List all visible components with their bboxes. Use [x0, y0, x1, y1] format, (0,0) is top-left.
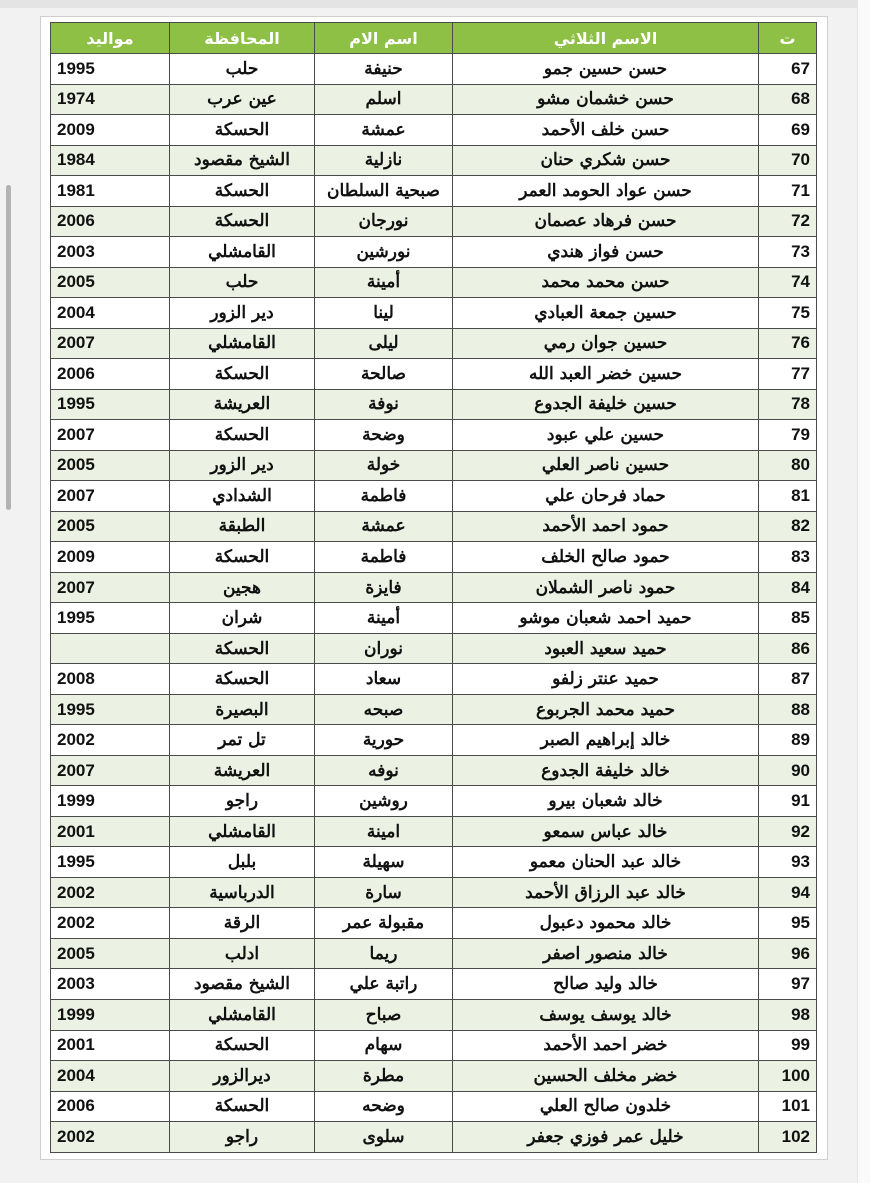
table-row [51, 999, 817, 1030]
row-number-cell: 102 [759, 1122, 817, 1153]
governorate-cell: الشيخ مقصود [170, 969, 315, 1000]
row-number-cell: 69 [759, 115, 817, 146]
birth-year-cell: 2007 [51, 328, 170, 359]
mother-name-cell: نوفه [315, 755, 453, 786]
full-name-cell: حسن فرهاد عصمان [453, 206, 759, 237]
birth-year-cell: 2005 [51, 511, 170, 542]
mother-name-cell: سعاد [315, 664, 453, 695]
table-row [51, 786, 817, 817]
table-row [51, 664, 817, 695]
full-name-cell: حسن خشمان مشو [453, 84, 759, 115]
scrollbar-thumb[interactable] [6, 185, 11, 510]
table-row [51, 328, 817, 359]
mother-name-cell: عمشة [315, 115, 453, 146]
birth-year-cell: 2002 [51, 725, 170, 756]
table-row [51, 908, 817, 939]
table-row [51, 572, 817, 603]
governorate-cell: هجين [170, 572, 315, 603]
governorate-cell: راجو [170, 1122, 315, 1153]
table-row [51, 816, 817, 847]
birth-year-cell: 2002 [51, 908, 170, 939]
governorate-cell: دير الزور [170, 450, 315, 481]
birth-year-cell: 2002 [51, 877, 170, 908]
birth-year-cell: 1984 [51, 145, 170, 176]
full-name-cell: خالد عباس سمعو [453, 816, 759, 847]
governorate-cell: الحسكة [170, 420, 315, 451]
table-row [51, 206, 817, 237]
governorate-cell: ادلب [170, 938, 315, 969]
row-number-cell: 88 [759, 694, 817, 725]
full-name-cell: حسين خليفة الجدوع [453, 389, 759, 420]
governorate-cell: الشدادي [170, 481, 315, 512]
birth-year-cell: 2006 [51, 359, 170, 390]
row-number-cell: 71 [759, 176, 817, 207]
header-mother-name: اسم الام [315, 23, 453, 54]
governorate-cell: الحسكة [170, 1030, 315, 1061]
document-page [40, 16, 828, 1160]
full-name-cell: حسين جوان رمي [453, 328, 759, 359]
table-row [51, 755, 817, 786]
row-number-cell: 100 [759, 1061, 817, 1092]
header-birth-year: مواليد [51, 23, 170, 54]
right-margin [857, 0, 870, 1183]
row-number-cell: 80 [759, 450, 817, 481]
row-number-cell: 99 [759, 1030, 817, 1061]
table-row [51, 481, 817, 512]
governorate-cell: الحسكة [170, 664, 315, 695]
full-name-cell: حميد سعيد العبود [453, 633, 759, 664]
governorate-cell: الطبقة [170, 511, 315, 542]
table-row [51, 54, 817, 85]
header-governorate: المحافظة [170, 23, 315, 54]
row-number-cell: 68 [759, 84, 817, 115]
row-number-cell: 90 [759, 755, 817, 786]
row-number-cell: 92 [759, 816, 817, 847]
row-number-cell: 78 [759, 389, 817, 420]
mother-name-cell: سهيلة [315, 847, 453, 878]
mother-name-cell: راتبة علي [315, 969, 453, 1000]
mother-name-cell: فايزة [315, 572, 453, 603]
table-row [51, 633, 817, 664]
table-row [51, 603, 817, 634]
mother-name-cell: نورشين [315, 237, 453, 268]
table-row [51, 359, 817, 390]
table-row [51, 694, 817, 725]
governorate-cell: القامشلي [170, 237, 315, 268]
row-number-cell: 93 [759, 847, 817, 878]
birth-year-cell: 2006 [51, 206, 170, 237]
full-name-cell: خالد محمود دعبول [453, 908, 759, 939]
row-number-cell: 83 [759, 542, 817, 573]
birth-year-cell: 1995 [51, 603, 170, 634]
birth-year-cell: 2009 [51, 542, 170, 573]
row-number-cell: 79 [759, 420, 817, 451]
governorate-cell: القامشلي [170, 816, 315, 847]
full-name-cell: حسن حسين جمو [453, 54, 759, 85]
mother-name-cell: صبحية السلطان [315, 176, 453, 207]
table-row [51, 267, 817, 298]
governorate-cell: تل تمر [170, 725, 315, 756]
table-row [51, 1122, 817, 1153]
table-row [51, 1091, 817, 1122]
governorate-cell: البصيرة [170, 694, 315, 725]
mother-name-cell: امينة [315, 816, 453, 847]
birth-year-cell: 2003 [51, 969, 170, 1000]
mother-name-cell: سهام [315, 1030, 453, 1061]
birth-year-cell: 1995 [51, 847, 170, 878]
governorate-cell: الحسكة [170, 359, 315, 390]
row-number-cell: 96 [759, 938, 817, 969]
governorate-cell: دير الزور [170, 298, 315, 329]
row-number-cell: 91 [759, 786, 817, 817]
mother-name-cell: حنيفة [315, 54, 453, 85]
full-name-cell: حميد احمد شعبان موشو [453, 603, 759, 634]
full-name-cell: حسين خضر العبد الله [453, 359, 759, 390]
mother-name-cell: عمشة [315, 511, 453, 542]
governorate-cell: الشيخ مقصود [170, 145, 315, 176]
governorate-cell: الحسكة [170, 176, 315, 207]
birth-year-cell: 1999 [51, 786, 170, 817]
table-row [51, 877, 817, 908]
mother-name-cell: نازلية [315, 145, 453, 176]
birth-year-cell: 2004 [51, 298, 170, 329]
full-name-cell: خالد يوسف يوسف [453, 999, 759, 1030]
birth-year-cell: 2004 [51, 1061, 170, 1092]
full-name-cell: خالد عبد الحنان معمو [453, 847, 759, 878]
governorate-cell: الحسكة [170, 542, 315, 573]
mother-name-cell: نوران [315, 633, 453, 664]
top-shadow [0, 0, 870, 8]
full-name-cell: خالد منصور اصفر [453, 938, 759, 969]
row-number-cell: 67 [759, 54, 817, 85]
full-name-cell: خالد خليفة الجدوع [453, 755, 759, 786]
full-name-cell: حميد عنتر زلفو [453, 664, 759, 695]
row-number-cell: 82 [759, 511, 817, 542]
full-name-cell: خالد عبد الرزاق الأحمد [453, 877, 759, 908]
full-name-cell: حسين ناصر العلي [453, 450, 759, 481]
governorate-cell: راجو [170, 786, 315, 817]
mother-name-cell: مطرة [315, 1061, 453, 1092]
full-name-cell: حسن عواد الحومد العمر [453, 176, 759, 207]
birth-year-cell: 2001 [51, 816, 170, 847]
birth-year-cell: 2007 [51, 420, 170, 451]
full-name-cell: حسن محمد محمد [453, 267, 759, 298]
birth-year-cell: 2007 [51, 572, 170, 603]
row-number-cell: 97 [759, 969, 817, 1000]
full-name-cell: حسين جمعة العبادي [453, 298, 759, 329]
birth-year-cell: 1981 [51, 176, 170, 207]
birth-year-cell: 2005 [51, 938, 170, 969]
full-name-cell: خالد وليد صالح [453, 969, 759, 1000]
full-name-cell: خالد إبراهيم الصبر [453, 725, 759, 756]
table-row [51, 969, 817, 1000]
table-row [51, 725, 817, 756]
table-row [51, 420, 817, 451]
mother-name-cell: صباح [315, 999, 453, 1030]
birth-year-cell: 2009 [51, 115, 170, 146]
row-number-cell: 86 [759, 633, 817, 664]
governorate-cell: بلبل [170, 847, 315, 878]
row-number-cell: 85 [759, 603, 817, 634]
mother-name-cell: روشين [315, 786, 453, 817]
table-row [51, 938, 817, 969]
governorate-cell: شران [170, 603, 315, 634]
mother-name-cell: اسلم [315, 84, 453, 115]
mother-name-cell: أمينة [315, 267, 453, 298]
header-full-name: الاسم الثلاثي [453, 23, 759, 54]
table-row [51, 1030, 817, 1061]
row-number-cell: 87 [759, 664, 817, 695]
table-row [51, 847, 817, 878]
mother-name-cell: حورية [315, 725, 453, 756]
birth-year-cell: 2005 [51, 267, 170, 298]
row-number-cell: 72 [759, 206, 817, 237]
row-number-cell: 89 [759, 725, 817, 756]
full-name-cell: خضر احمد الأحمد [453, 1030, 759, 1061]
table-row [51, 237, 817, 268]
birth-year-cell: 2007 [51, 481, 170, 512]
birth-year-cell: 1995 [51, 389, 170, 420]
birth-year-cell: 2006 [51, 1091, 170, 1122]
governorate-cell: الحسكة [170, 633, 315, 664]
full-name-cell: حسين علي عبود [453, 420, 759, 451]
mother-name-cell: سلوى [315, 1122, 453, 1153]
birth-year-cell: 1974 [51, 84, 170, 115]
full-name-cell: حمود صالح الخلف [453, 542, 759, 573]
governorate-cell: حلب [170, 267, 315, 298]
full-name-cell: خلدون صالح العلي [453, 1091, 759, 1122]
full-name-cell: حمود احمد الأحمد [453, 511, 759, 542]
mother-name-cell: ليلى [315, 328, 453, 359]
table-row [51, 298, 817, 329]
birth-year-cell [51, 633, 170, 664]
table-row [51, 1061, 817, 1092]
mother-name-cell: فاطمة [315, 542, 453, 573]
mother-name-cell: مقبولة عمر [315, 908, 453, 939]
mother-name-cell: فاطمة [315, 481, 453, 512]
birth-year-cell: 2002 [51, 1122, 170, 1153]
mother-name-cell: نوفة [315, 389, 453, 420]
row-number-cell: 70 [759, 145, 817, 176]
row-number-cell: 75 [759, 298, 817, 329]
row-number-cell: 94 [759, 877, 817, 908]
mother-name-cell: وضحة [315, 420, 453, 451]
full-name-cell: خليل عمر فوزي جعفر [453, 1122, 759, 1153]
birth-year-cell: 2001 [51, 1030, 170, 1061]
governorate-cell: عين عرب [170, 84, 315, 115]
governorate-cell: القامشلي [170, 328, 315, 359]
birth-year-cell: 1995 [51, 54, 170, 85]
table-row [51, 145, 817, 176]
mother-name-cell: سارة [315, 877, 453, 908]
header-number: ت [759, 23, 817, 54]
mother-name-cell: خولة [315, 450, 453, 481]
row-number-cell: 77 [759, 359, 817, 390]
row-number-cell: 74 [759, 267, 817, 298]
birth-year-cell: 2005 [51, 450, 170, 481]
mother-name-cell: ريما [315, 938, 453, 969]
governorate-cell: الدرباسية [170, 877, 315, 908]
table-row [51, 115, 817, 146]
governorate-cell: القامشلي [170, 999, 315, 1030]
table-row [51, 450, 817, 481]
mother-name-cell: نورجان [315, 206, 453, 237]
row-number-cell: 101 [759, 1091, 817, 1122]
birth-year-cell: 2003 [51, 237, 170, 268]
table-row [51, 511, 817, 542]
full-name-cell: خالد شعبان بيرو [453, 786, 759, 817]
birth-year-cell: 1995 [51, 694, 170, 725]
row-number-cell: 84 [759, 572, 817, 603]
table-row [51, 84, 817, 115]
row-number-cell: 95 [759, 908, 817, 939]
header-row [51, 23, 817, 54]
full-name-cell: خضر مخلف الحسين [453, 1061, 759, 1092]
full-name-cell: حسن شكري حنان [453, 145, 759, 176]
birth-year-cell: 1999 [51, 999, 170, 1030]
mother-name-cell: لينا [315, 298, 453, 329]
full-name-cell: حمود ناصر الشملان [453, 572, 759, 603]
governorate-cell: الحسكة [170, 206, 315, 237]
governorate-cell: العريشة [170, 755, 315, 786]
full-name-cell: حميد محمد الجربوع [453, 694, 759, 725]
governorate-cell: الرقة [170, 908, 315, 939]
mother-name-cell: وضحه [315, 1091, 453, 1122]
birth-year-cell: 2007 [51, 755, 170, 786]
mother-name-cell: أمينة [315, 603, 453, 634]
birth-year-cell: 2008 [51, 664, 170, 695]
row-number-cell: 98 [759, 999, 817, 1030]
table-row [51, 542, 817, 573]
governorate-cell: حلب [170, 54, 315, 85]
table-row [51, 389, 817, 420]
governorate-cell: العريشة [170, 389, 315, 420]
row-number-cell: 81 [759, 481, 817, 512]
full-name-cell: حسن فواز هندي [453, 237, 759, 268]
governorate-cell: الحسكة [170, 115, 315, 146]
row-number-cell: 76 [759, 328, 817, 359]
full-name-cell: حماد فرحان علي [453, 481, 759, 512]
full-name-cell: حسن خلف الأحمد [453, 115, 759, 146]
mother-name-cell: صالحة [315, 359, 453, 390]
mother-name-cell: صبحه [315, 694, 453, 725]
governorate-cell: ديرالزور [170, 1061, 315, 1092]
row-number-cell: 73 [759, 237, 817, 268]
governorate-cell: الحسكة [170, 1091, 315, 1122]
table-row [51, 176, 817, 207]
roster-table [50, 22, 817, 1153]
